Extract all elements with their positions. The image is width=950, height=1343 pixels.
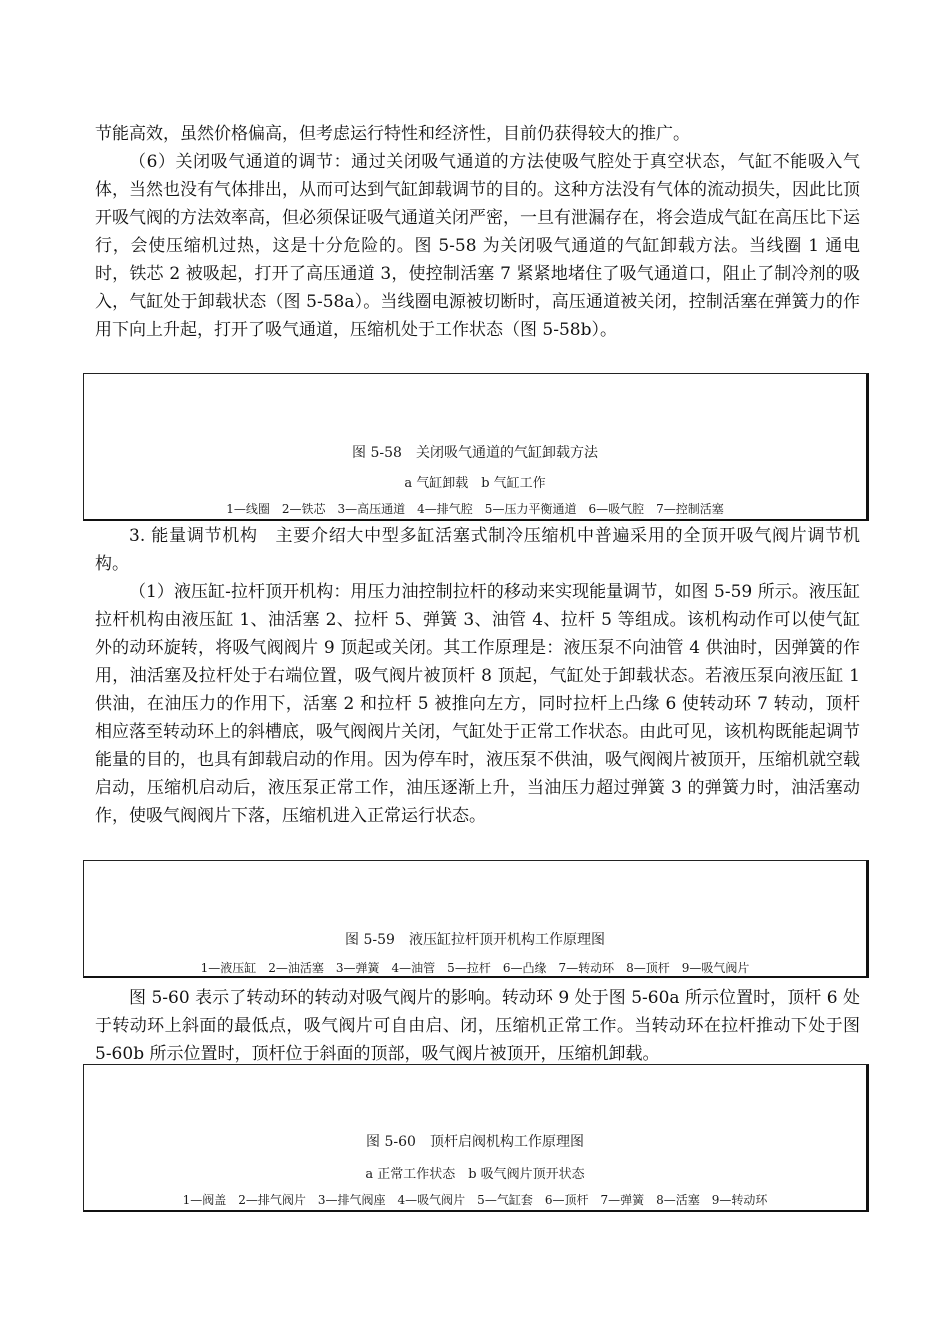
- figure-5-59: [83, 860, 869, 978]
- figure-5-60-caption: 图 5-60 顶杆启阀机构工作原理图: [366, 1134, 584, 1150]
- figure-5-59-caption: 图 5-59 液压缸拉杆顶开机构工作原理图: [345, 932, 605, 948]
- paragraph-capacity-mechanism: 3. 能量调节机构 主要介绍大中型多缸活塞式制冷压缩机中普遍采用的全顶开吸气阀片调节机构。: [95, 526, 860, 574]
- figure-5-59-legend: 1—液压缸 2—油活塞 3—弹簧 4—油管 5—拉杆 6—凸缘 7—转动环 8—顶杆 9—吸气阀片: [200, 961, 750, 975]
- figure-5-60-subcaption: a 正常工作状态 b 吸气阀片顶开状态: [365, 1167, 585, 1182]
- paragraph-continuation: 节能高效，虽然价格偏高，但考虑运行特性和经济性，目前仍获得较大的推广。: [95, 124, 690, 144]
- figure-5-58-caption: 图 5-58 关闭吸气通道的气缸卸载方法: [352, 445, 598, 461]
- figure-5-60: [83, 1064, 869, 1212]
- figure-5-58-legend: 1—线圈 2—铁芯 3—高压通道 4—排气腔 5—压力平衡通道 6—吸气腔 7—控制活塞: [226, 502, 724, 516]
- figure-5-58: [83, 373, 869, 521]
- paragraph-close-suction-passage: （6）关闭吸气通道的调节：通过关闭吸气通道的方法使吸气腔处于真空状态，气缸不能吸入气体，当然也没有气体排出，从而可达到气缸卸载调节的目的。这种方法没有气体的流动损失，因此比顶开吸气阀的方法效率高，但必须保证吸气通道关闭严密，一旦有泄漏存在，将会造成气缸在高压比下运行，会使压缩机过热，这是十分危险的。图 5-58 为关闭吸气通道的气缸卸载方法。当线圈 1 通电时，铁芯 2 被吸起，打开了高压通道 3，使控制活塞 7 紧紧地堵住了吸气通道口，阻止了制冷剂的吸入，气缸处于卸载状态（图 5-58a）。当线圈电源被切断时，高压通道被关闭，控制活塞在弹簧力的作用下向上升起，打开了吸气通道，压缩机处于工作状态（图 5-58b）。: [95, 152, 860, 340]
- paragraph-rotating-ring: 图 5-60 表示了转动环的转动对吸气阀片的影响。转动环 9 处于图 5-60a 所示位置时，顶杆 6 处于转动环上斜面的最低点，吸气阀片可自由启、闭，压缩机正常工作。当转动环在拉杆推动下处于图 5-60b 所示位置时，顶杆位于斜面的顶部，吸气阀片被顶开，压缩机卸载。: [95, 988, 860, 1064]
- paragraph-hydraulic-cylinder: （1）液压缸-拉杆顶开机构：用压力油控制拉杆的移动来实现能量调节，如图 5-59 所示。液压缸拉杆机构由液压缸 1、油活塞 2、拉杆 5、弹簧 3、油管 4、拉杆 5 等组成。该机构动作可以使气缸外的动环旋转，将吸气阀阀片 9 顶起或关闭。其工作原理是：液压泵不向油管 4 供油时，因弹簧的作用，油活塞及拉杆处于右端位置，吸气阀片被顶杆 8 顶起，气缸处于卸载状态。若液压泵向液压缸 1 供油，在油压力的作用下，活塞 2 和拉杆 5 被推向左方，同时拉杆上凸缘 6 使转动环 7 转动，顶杆相应落至转动环上的斜槽底，吸气阀阀片关闭，气缸处于正常工作状态。由此可见，该机构既能起调节能量的目的，也具有卸载启动的作用。因为停车时，液压泵不供油，吸气阀阀片被顶开，压缩机就空载启动，压缩机启动后，液压泵正常工作，油压逐渐上升，当油压力超过弹簧 3 的弹簧力时，油活塞动作，使吸气阀阀片下落，压缩机进入正常运行状态。: [95, 582, 860, 826]
- figure-5-58-subcaption: a 气缸卸载 b 气缸工作: [404, 476, 546, 491]
- figure-5-60-legend: 1—阀盖 2—排气阀片 3—排气阀座 4—吸气阀片 5—气缸套 6—顶杆 7—弹簧 8—活塞 9—转动环: [182, 1193, 768, 1207]
